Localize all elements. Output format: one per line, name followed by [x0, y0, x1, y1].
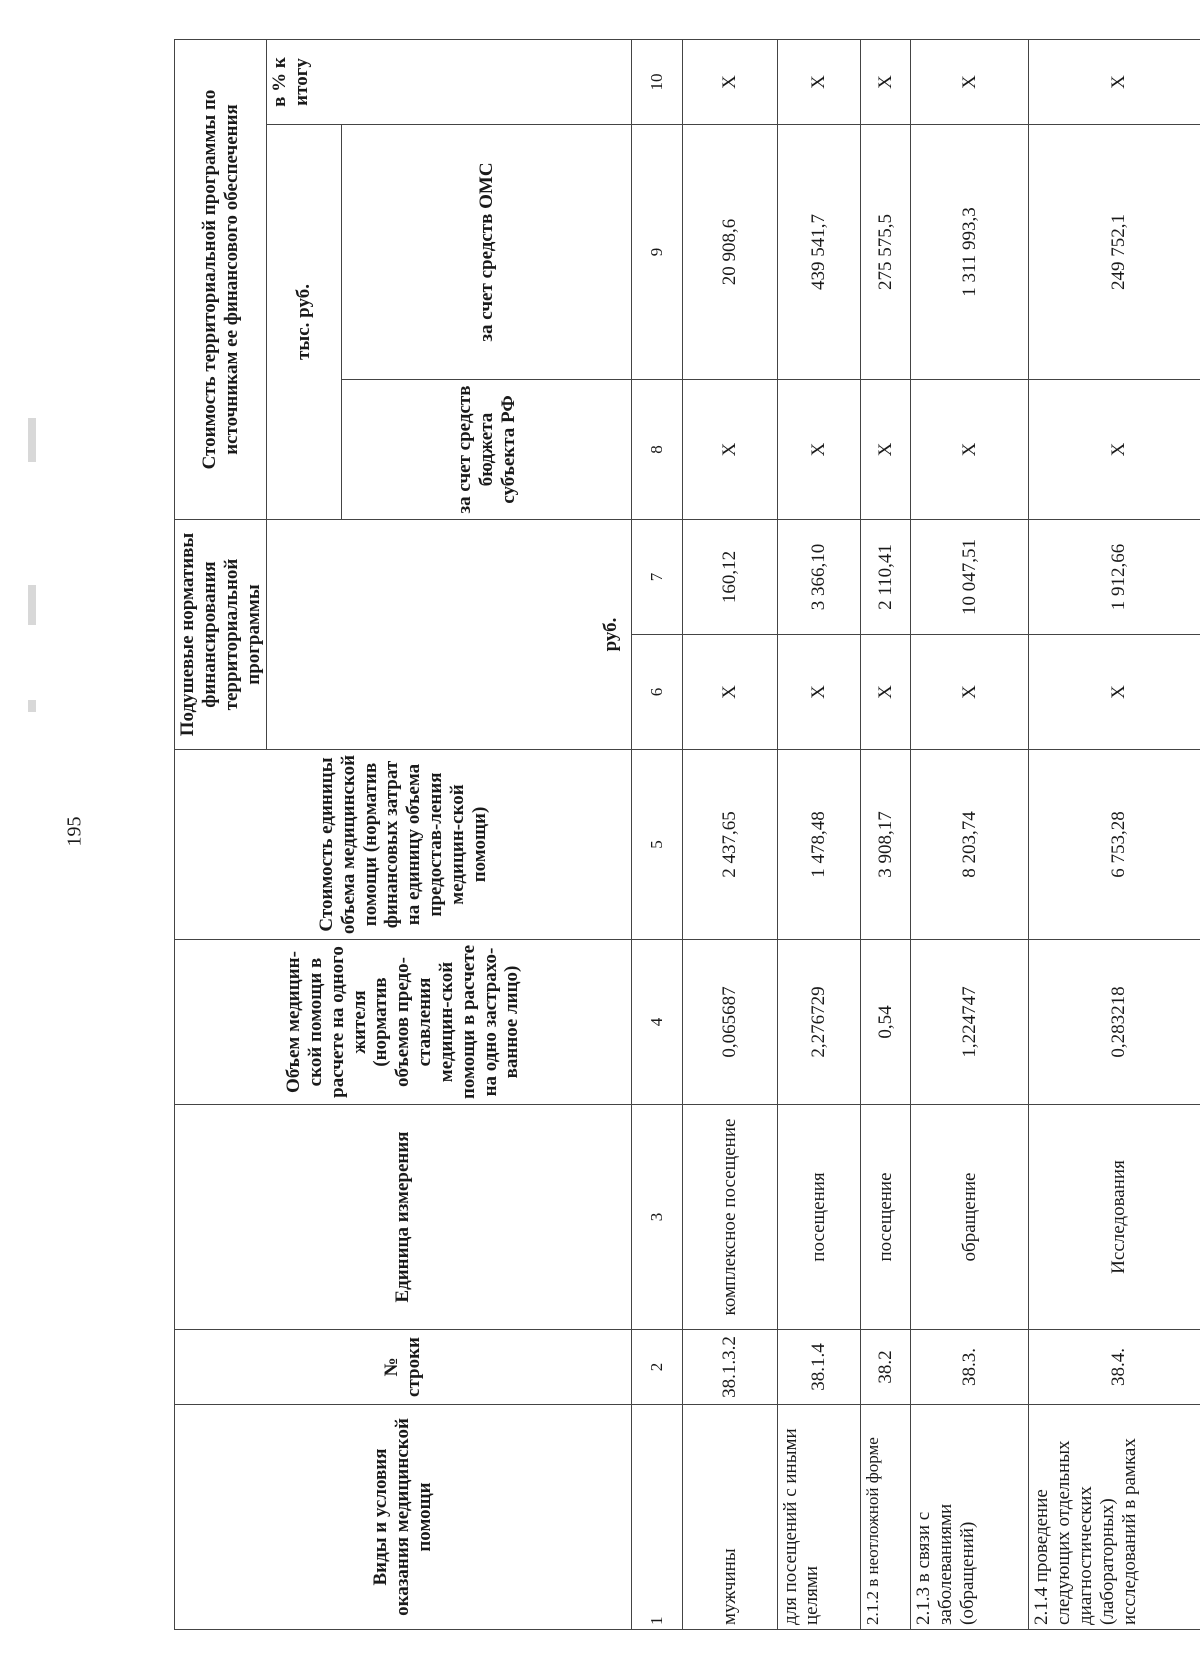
table-row	[911, 39, 1029, 1629]
row-percent: Х	[1029, 39, 1200, 124]
row-line-number: 38.1.3.2	[682, 1330, 777, 1405]
row-volume: 0,283218	[1029, 940, 1200, 1105]
row-volume: 1,224747	[911, 940, 1029, 1105]
scan-mark	[28, 418, 36, 462]
row-unit: комплексное посещение	[682, 1105, 777, 1330]
row-tc-oms: 20 908,6	[682, 125, 777, 380]
header-budget-thous: за счет средств бюджета субъекта РФ	[342, 380, 632, 520]
row-care-type: 2.1.4 проведение следующих отдельных диагностических (лабораторных) исследований в рамках	[1029, 1405, 1200, 1630]
header-percent: в % к итогу	[267, 39, 632, 124]
row-pc-oms: 1 912,66	[1029, 520, 1200, 635]
table-container	[174, 40, 1200, 1630]
row-unit-cost: 2 437,65	[682, 750, 777, 940]
row-line-number: 38.4.	[1029, 1330, 1200, 1405]
row-unit-cost: 3 908,17	[860, 750, 910, 940]
row-tc-budget: Х	[777, 380, 860, 520]
row-tc-oms: 439 541,7	[777, 125, 860, 380]
row-line-number: 38.3.	[911, 1330, 1029, 1405]
medical-care-table	[174, 39, 1200, 1630]
row-unit-cost: 8 203,74	[911, 750, 1029, 940]
column-number: 6	[632, 635, 682, 750]
row-unit-cost: 1 478,48	[777, 750, 860, 940]
header-per-capita-group: Подушевые нормативы финансирования территориальной программы	[175, 520, 267, 750]
header-volume: Объем медицин-ской помощи в расчете на одного жителя (норматив объемов предо-ставления медицин-ской помощи в расчете на одно застрахо-ванное лицо)	[175, 940, 632, 1105]
column-number: 4	[632, 940, 682, 1105]
header-program-cost-group: Стоимость территориальной программы по источникам ее финансового обеспечения	[175, 39, 267, 519]
row-volume: 0,54	[860, 940, 910, 1105]
row-tc-budget: Х	[860, 380, 910, 520]
row-pc-budget: Х	[1029, 635, 1200, 750]
row-pc-budget: Х	[777, 635, 860, 750]
scan-mark	[28, 700, 36, 712]
row-care-type: для посещений с иными целями	[777, 1405, 860, 1630]
row-percent: Х	[911, 39, 1029, 124]
row-unit-cost: 6 753,28	[1029, 750, 1200, 940]
column-number: 9	[632, 125, 682, 380]
row-pc-budget: Х	[860, 635, 910, 750]
column-number: 7	[632, 520, 682, 635]
row-unit: посещения	[777, 1105, 860, 1330]
row-percent: Х	[682, 39, 777, 124]
row-pc-budget: Х	[911, 635, 1029, 750]
column-number: 10	[632, 39, 682, 124]
row-pc-budget: Х	[682, 635, 777, 750]
column-number: 1	[632, 1405, 682, 1630]
row-tc-budget: Х	[682, 380, 777, 520]
row-volume: 0,065687	[682, 940, 777, 1105]
table-row	[1029, 39, 1200, 1629]
column-number: 8	[632, 380, 682, 520]
table-row	[777, 39, 860, 1629]
scan-mark	[28, 585, 36, 625]
column-number: 5	[632, 750, 682, 940]
column-number: 2	[632, 1330, 682, 1405]
row-care-type: 2.1.3 в связи с заболеваниями (обращений)	[911, 1405, 1029, 1630]
row-tc-budget: Х	[911, 380, 1029, 520]
row-tc-oms: 275 575,5	[860, 125, 910, 380]
header-thous-rub: тыс. руб.	[267, 125, 342, 520]
table-row	[860, 39, 910, 1629]
row-pc-oms: 160,12	[682, 520, 777, 635]
row-tc-oms: 1 311 993,3	[911, 125, 1029, 380]
column-number: 3	[632, 1105, 682, 1330]
row-percent: Х	[860, 39, 910, 124]
row-tc-oms: 249 752,1	[1029, 125, 1200, 380]
row-pc-oms: 2 110,41	[860, 520, 910, 635]
row-care-type: 2.1.2 в неотложной форме	[860, 1405, 910, 1630]
row-care-type: мужчины	[682, 1405, 777, 1630]
row-line-number: 38.1.4	[777, 1330, 860, 1405]
header-rub: руб.	[267, 520, 632, 750]
row-percent: Х	[777, 39, 860, 124]
header-unit: Единица измерения	[175, 1105, 632, 1330]
table-row	[682, 39, 777, 1629]
row-pc-oms: 3 366,10	[777, 520, 860, 635]
row-volume: 2,276729	[777, 940, 860, 1105]
row-pc-oms: 10 047,51	[911, 520, 1029, 635]
row-unit: посещение	[860, 1105, 910, 1330]
header-line-number: № строки	[175, 1330, 632, 1405]
row-line-number: 38.2	[860, 1330, 910, 1405]
row-unit: обращение	[911, 1105, 1029, 1330]
header-oms-thous: за счет средств ОМС	[342, 125, 632, 380]
header-care-type: Виды и условия оказания медицинской помощи	[175, 1405, 632, 1630]
header-unit-cost: Стоимость единицы объема медицинской помощи (норматив финансовых затрат на единицу объема предостав-ления медицин-ской помощи)	[175, 750, 632, 940]
row-unit: Исследования	[1029, 1105, 1200, 1330]
row-tc-budget: Х	[1029, 380, 1200, 520]
column-numbers-row	[632, 39, 682, 1629]
page-number: 195	[63, 816, 86, 847]
